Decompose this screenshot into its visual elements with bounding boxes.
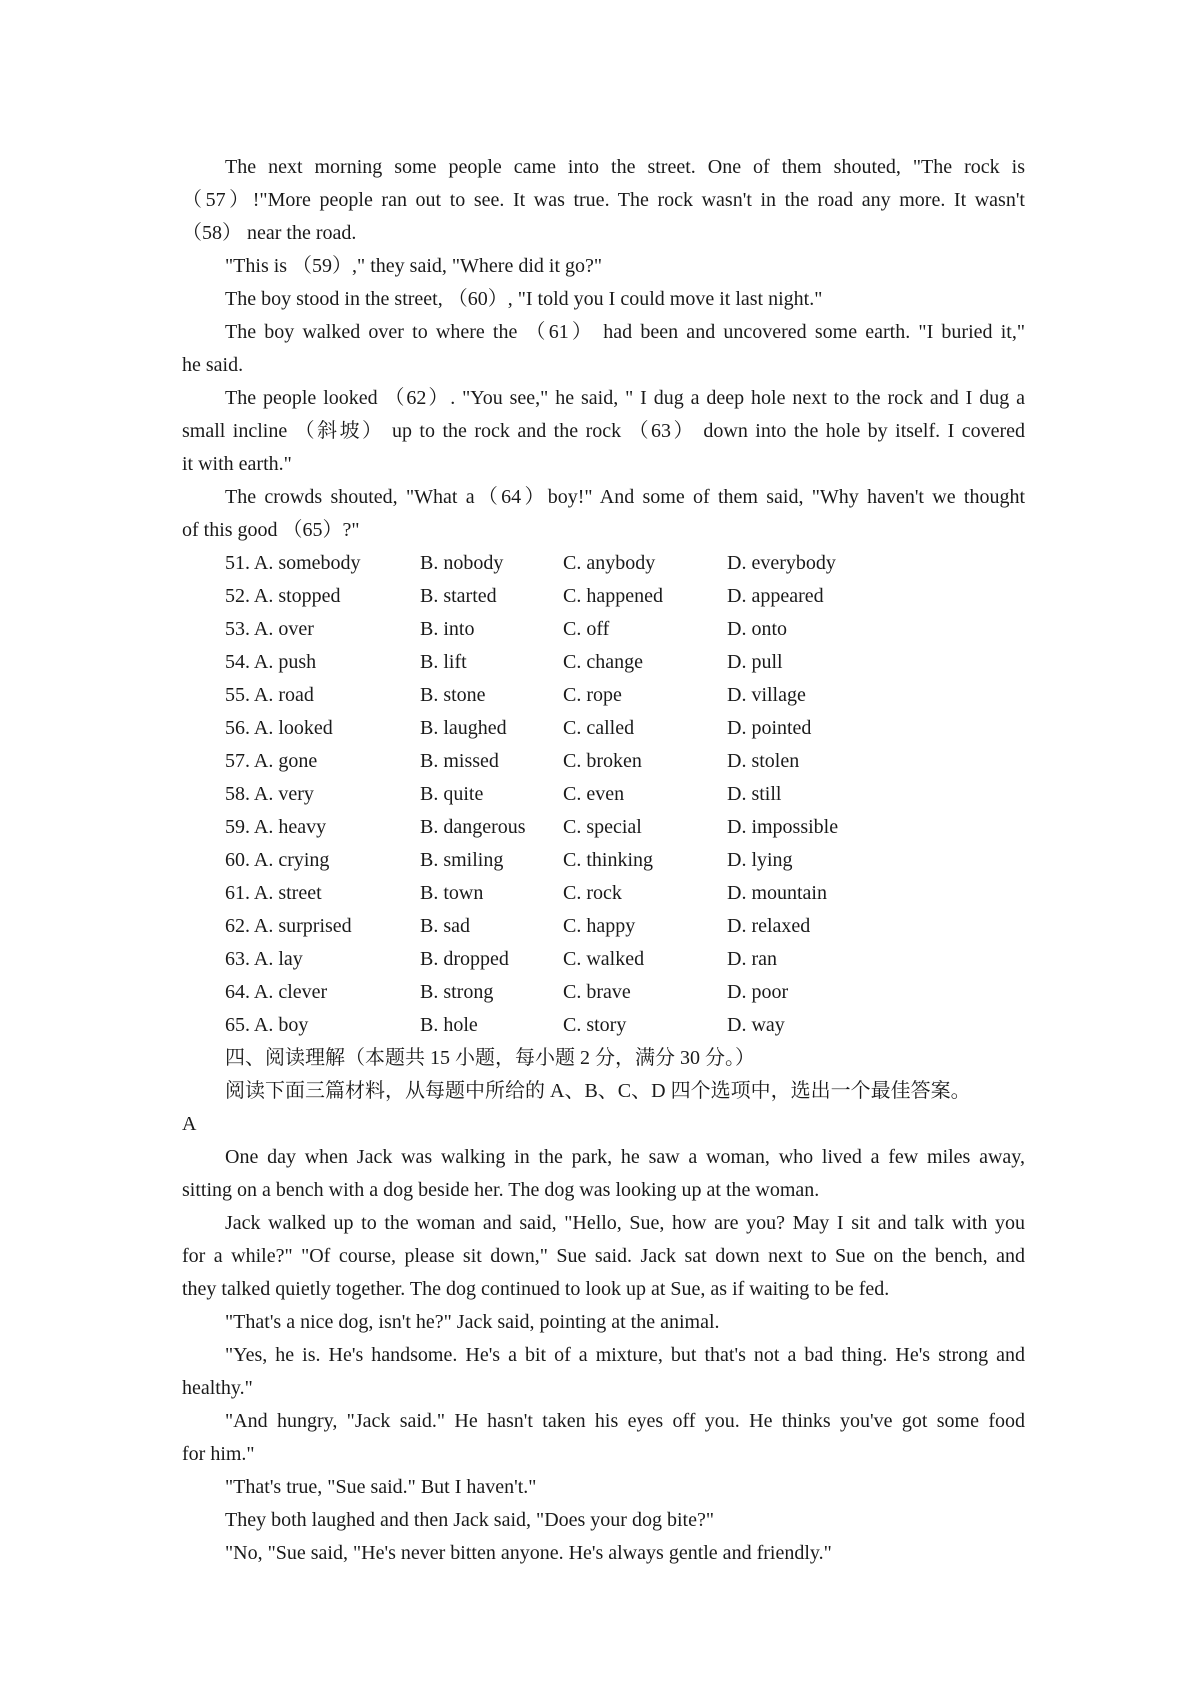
cloze-line: it with earth.": [182, 453, 292, 475]
question-option-d: D. pointed: [727, 717, 812, 739]
question-option-c: C. called: [563, 717, 635, 739]
cloze-line: The boy walked over to where the （61） had been and uncovered some earth. "I buried it,": [225, 321, 1025, 343]
question-option-b: B. into: [420, 618, 475, 640]
question-option-c: C. happened: [563, 585, 663, 607]
question-option-d: D. lying: [727, 849, 793, 871]
question-option-d: D. relaxed: [727, 915, 811, 937]
question-option-c: C. special: [563, 816, 642, 838]
question-row: [0, 1011, 1200, 1039]
section-heading: 四、阅读理解（本题共 15 小题，每小题 2 分，满分 30 分。）: [225, 1047, 755, 1069]
question-option-c: C. even: [563, 783, 625, 805]
cloze-line: （57）!"More people ran out to see. It was true. The rock wasn't in the road any more. It wasn't: [182, 189, 1025, 211]
question-row: [0, 879, 1200, 907]
question-option-b: B. missed: [420, 750, 499, 772]
passage-a-line: for him.": [182, 1443, 255, 1465]
question-option-a: 57. A. gone: [225, 750, 318, 772]
question-row: [0, 549, 1200, 577]
passage-label: A: [182, 1113, 197, 1135]
question-option-a: 60. A. crying: [225, 849, 330, 871]
question-option-b: B. smiling: [420, 849, 504, 871]
question-row: [0, 681, 1200, 709]
question-row: [0, 978, 1200, 1006]
question-option-a: 54. A. push: [225, 651, 317, 673]
question-option-a: 51. A. somebody: [225, 552, 361, 574]
passage-a-line: for a while?" "Of course, please sit down," Sue said. Jack sat down next to Sue on the bench, and: [182, 1245, 1025, 1267]
section-instruction: 阅读下面三篇材料，从每题中所给的 A、B、C、D 四个选项中，选出一个最佳答案。: [225, 1080, 971, 1102]
cloze-line: of this good （65）?": [182, 519, 360, 541]
passage-a-line: healthy.": [182, 1377, 253, 1399]
question-row: [0, 714, 1200, 742]
question-option-a: 62. A. surprised: [225, 915, 352, 937]
question-option-c: C. brave: [563, 981, 631, 1003]
question-option-d: D. impossible: [727, 816, 839, 838]
question-option-b: B. hole: [420, 1014, 478, 1036]
question-option-a: 58. A. very: [225, 783, 314, 805]
passage-a-line: "That's true, "Sue said." But I haven't.": [225, 1476, 537, 1498]
question-option-b: B. quite: [420, 783, 484, 805]
question-option-d: D. stolen: [727, 750, 800, 772]
question-row: [0, 780, 1200, 808]
question-option-b: B. strong: [420, 981, 494, 1003]
cloze-line: The people looked （62）. "You see," he said, " I dug a deep hole next to the rock and I dug a: [225, 387, 1025, 409]
question-option-b: B. dangerous: [420, 816, 526, 838]
question-option-c: C. thinking: [563, 849, 654, 871]
cloze-line: （58） near the road.: [182, 222, 357, 244]
question-option-c: C. anybody: [563, 552, 656, 574]
question-option-c: C. broken: [563, 750, 642, 772]
cloze-line: The boy stood in the street, （60）, "I told you I could move it last night.": [225, 288, 823, 310]
question-row: [0, 912, 1200, 940]
question-option-b: B. lift: [420, 651, 467, 673]
question-row: [0, 813, 1200, 841]
question-option-a: 63. A. lay: [225, 948, 303, 970]
passage-a-line: "Yes, he is. He's handsome. He's a bit of a mixture, but that's not a bad thing. He's strong and: [225, 1344, 1025, 1366]
question-option-c: C. rock: [563, 882, 622, 904]
question-option-b: B. dropped: [420, 948, 509, 970]
question-option-d: D. mountain: [727, 882, 827, 904]
question-option-a: 56. A. looked: [225, 717, 333, 739]
passage-a-line: One day when Jack was walking in the park, he saw a woman, who lived a few miles away,: [225, 1146, 1025, 1168]
question-option-a: 61. A. street: [225, 882, 322, 904]
question-row: [0, 615, 1200, 643]
question-row: [0, 582, 1200, 610]
question-row: [0, 945, 1200, 973]
passage-a-line: "That's a nice dog, isn't he?" Jack said, pointing at the animal.: [225, 1311, 720, 1333]
question-option-a: 53. A. over: [225, 618, 314, 640]
question-option-d: D. appeared: [727, 585, 824, 607]
cloze-line: "This is （59）," they said, "Where did it go?": [225, 255, 603, 277]
question-option-b: B. started: [420, 585, 497, 607]
question-option-c: C. rope: [563, 684, 622, 706]
question-option-b: B. stone: [420, 684, 486, 706]
passage-a-line: "No, "Sue said, "He's never bitten anyone. He's always gentle and friendly.": [225, 1542, 832, 1564]
question-option-b: B. laughed: [420, 717, 507, 739]
passage-a-line: Jack walked up to the woman and said, "Hello, Sue, how are you? May I sit and talk with you: [225, 1212, 1025, 1234]
question-option-d: D. ran: [727, 948, 777, 970]
question-option-c: C. off: [563, 618, 610, 640]
question-option-a: 64. A. clever: [225, 981, 328, 1003]
passage-a-line: they talked quietly together. The dog continued to look up at Sue, as if waiting to be fed.: [182, 1278, 890, 1300]
question-option-a: 65. A. boy: [225, 1014, 309, 1036]
passage-a-line: They both laughed and then Jack said, "Does your dog bite?": [225, 1509, 714, 1531]
question-option-b: B. town: [420, 882, 484, 904]
cloze-line: The crowds shouted, "What a（64）boy!" And some of them said, "Why haven't we thought: [225, 486, 1025, 508]
question-row: [0, 747, 1200, 775]
question-option-c: C. change: [563, 651, 643, 673]
question-option-d: D. way: [727, 1014, 785, 1036]
question-option-c: C. walked: [563, 948, 645, 970]
question-option-c: C. story: [563, 1014, 627, 1036]
question-option-b: B. sad: [420, 915, 470, 937]
question-option-d: D. pull: [727, 651, 783, 673]
question-option-d: D. everybody: [727, 552, 836, 574]
question-option-a: 52. A. stopped: [225, 585, 341, 607]
question-option-d: D. village: [727, 684, 806, 706]
passage-a-line: "And hungry, "Jack said." He hasn't taken his eyes off you. He thinks you've got some food: [225, 1410, 1025, 1432]
question-option-b: B. nobody: [420, 552, 504, 574]
question-option-c: C. happy: [563, 915, 636, 937]
question-option-d: D. poor: [727, 981, 789, 1003]
question-option-d: D. onto: [727, 618, 787, 640]
question-option-a: 55. A. road: [225, 684, 314, 706]
question-option-a: 59. A. heavy: [225, 816, 327, 838]
passage-a-line: sitting on a bench with a dog beside her. The dog was looking up at the woman.: [182, 1179, 820, 1201]
cloze-line: The next morning some people came into the street. One of them shouted, "The rock is: [225, 156, 1025, 178]
question-option-d: D. still: [727, 783, 782, 805]
cloze-line: small incline （斜坡） up to the rock and the rock （63） down into the hole by itself. I covered: [182, 420, 1025, 442]
cloze-line: he said.: [182, 354, 244, 376]
question-row: [0, 846, 1200, 874]
question-row: [0, 648, 1200, 676]
